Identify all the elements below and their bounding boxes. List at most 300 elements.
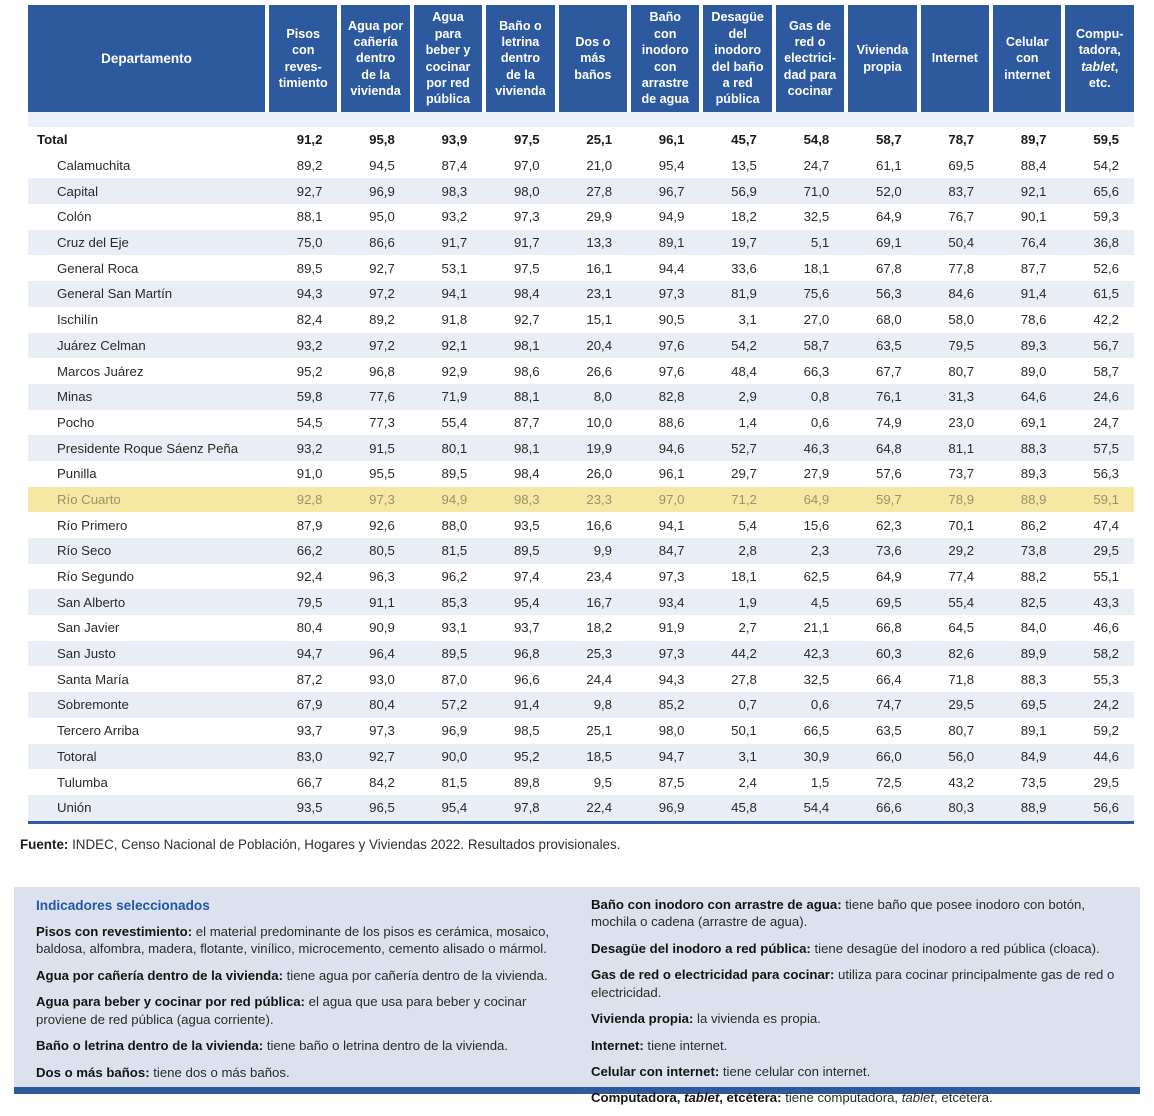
definition-item — [591, 1063, 1120, 1080]
value-cell: 86,6 — [369, 235, 395, 251]
value-cell: 21,0 — [586, 158, 613, 174]
value-cell: 25,3 — [586, 646, 613, 662]
definition-item — [591, 940, 1120, 957]
value-cell: 87,0 — [441, 671, 468, 687]
value-cell: 0,6 — [810, 414, 830, 430]
value-cell: 29,5 — [948, 697, 975, 713]
value-cell: 36,8 — [1093, 235, 1119, 251]
value-cell: 47,4 — [1093, 517, 1119, 533]
table-row — [28, 358, 1134, 384]
value-cell: 97,2 — [369, 286, 395, 302]
definition-item — [36, 993, 565, 1028]
value-cell: 89,5 — [441, 646, 468, 662]
value-cell: 56,3 — [875, 286, 902, 302]
table-row — [28, 410, 1134, 436]
value-cell: 1,9 — [738, 594, 757, 610]
table-row — [28, 666, 1134, 692]
column-header: Gas de red o electrici- dad para cocinar — [772, 5, 844, 112]
source-text: INDEC, Censo Nacional de Población, Hogares y Viviendas 2022. Resultados provisionales. — [68, 837, 621, 852]
value-cell: 16,7 — [586, 594, 613, 610]
value-cell: 0,8 — [810, 389, 830, 405]
value-cell: 18,2 — [586, 620, 613, 636]
indicators-columns — [36, 896, 1120, 1116]
value-cell: 22,4 — [586, 800, 613, 816]
value-cell: 54,5 — [296, 414, 323, 430]
value-cell: 93,2 — [441, 209, 468, 225]
value-cell: 89,8 — [513, 774, 540, 790]
value-cell: 61,1 — [875, 158, 902, 174]
value-cell: 92,7 — [369, 260, 395, 276]
value-cell: 3,1 — [738, 748, 757, 764]
value-cell: 95,4 — [513, 594, 540, 610]
value-cell: 97,8 — [513, 800, 540, 816]
value-cell: 95,4 — [441, 800, 468, 816]
value-cell: 98,5 — [513, 723, 540, 739]
value-cell: 93,0 — [369, 671, 395, 687]
value-cell: 55,4 — [948, 594, 975, 610]
column-header: Dos o más baños — [555, 5, 627, 112]
value-cell: 97,3 — [369, 491, 395, 507]
value-cell: 9,8 — [593, 697, 613, 713]
value-cell: 93,7 — [296, 723, 323, 739]
value-cell: 19,9 — [586, 440, 613, 456]
value-cell: 66,3 — [803, 363, 830, 379]
value-cell: 9,9 — [593, 543, 613, 559]
value-cell: 27,9 — [803, 466, 830, 482]
value-cell: 1,4 — [738, 414, 757, 430]
table-row — [28, 769, 1134, 795]
value-cell: 44,6 — [1093, 748, 1119, 764]
value-cell: 63,5 — [875, 723, 902, 739]
value-cell: 90,1 — [1020, 209, 1047, 225]
value-cell: 52,0 — [875, 183, 902, 199]
value-cell: 29,5 — [1093, 543, 1119, 559]
value-cell: 94,3 — [296, 286, 323, 302]
definition-text: la vivienda es propia. — [693, 1011, 821, 1027]
value-cell: 88,1 — [513, 389, 540, 405]
value-cell: 81,1 — [948, 440, 975, 456]
value-cell: 89,1 — [658, 235, 685, 251]
value-cell: 70,1 — [948, 517, 975, 533]
value-cell: 2,4 — [738, 774, 757, 790]
value-cell: 71,8 — [948, 671, 975, 687]
value-cell: 92,1 — [1020, 183, 1047, 199]
value-cell: 90,9 — [369, 620, 395, 636]
definition-item — [591, 966, 1120, 1001]
value-cell: 87,5 — [658, 774, 685, 790]
table-row — [28, 615, 1134, 641]
value-cell: 96,8 — [369, 363, 395, 379]
value-cell: 96,6 — [513, 671, 540, 687]
value-cell: 52,6 — [1093, 260, 1119, 276]
value-cell: 48,4 — [731, 363, 757, 379]
value-cell: 91,0 — [296, 466, 323, 482]
value-cell: 89,5 — [296, 260, 323, 276]
value-cell: 15,1 — [586, 312, 613, 328]
value-cell: 96,8 — [513, 646, 540, 662]
value-cell: 91,5 — [369, 440, 395, 456]
value-cell: 98,0 — [513, 183, 540, 199]
department-cell: Ischilín — [57, 312, 99, 328]
value-cell: 91,1 — [369, 594, 395, 610]
value-cell: 83,7 — [948, 183, 975, 199]
value-cell: 32,5 — [803, 671, 830, 687]
value-cell: 97,3 — [658, 646, 685, 662]
value-cell: 94,9 — [658, 209, 685, 225]
value-cell: 84,7 — [658, 543, 685, 559]
table-row — [28, 435, 1134, 461]
value-cell: 91,7 — [513, 235, 540, 251]
value-cell: 75,0 — [296, 235, 323, 251]
definition-text: tiene baño que posee inodoro con botón, mochila o cadena (arrastre de agua). — [591, 897, 1086, 930]
value-cell: 8,0 — [593, 389, 613, 405]
definition-item — [36, 1037, 565, 1054]
table-row — [28, 307, 1134, 333]
value-cell: 77,8 — [948, 260, 975, 276]
value-cell: 91,9 — [658, 620, 685, 636]
definition-item — [36, 1064, 565, 1081]
value-cell: 96,2 — [441, 569, 468, 585]
table-row — [28, 333, 1134, 359]
value-cell: 69,5 — [1020, 697, 1047, 713]
column-header: Agua por cañería dentro de la vivienda — [337, 5, 409, 112]
value-cell: 59,2 — [1093, 723, 1119, 739]
value-cell: 78,6 — [1020, 312, 1047, 328]
value-cell: 97,3 — [513, 209, 540, 225]
value-cell: 97,3 — [369, 723, 395, 739]
value-cell: 83,0 — [296, 748, 323, 764]
value-cell: 27,0 — [803, 312, 830, 328]
value-cell: 1,5 — [810, 774, 830, 790]
value-cell: 96,9 — [441, 723, 468, 739]
department-cell: General San Martín — [57, 286, 173, 302]
value-cell: 97,3 — [658, 286, 685, 302]
value-cell: 96,3 — [369, 569, 395, 585]
value-cell: 93,5 — [513, 517, 540, 533]
value-cell: 3,1 — [738, 312, 757, 328]
value-cell: 96,4 — [369, 646, 395, 662]
value-cell: 98,0 — [658, 723, 685, 739]
table-header-row — [28, 5, 1134, 112]
value-cell: 59,5 — [1093, 132, 1119, 148]
value-cell: 29,5 — [1093, 774, 1119, 790]
value-cell: 93,9 — [441, 132, 468, 148]
value-cell: 95,8 — [369, 132, 395, 148]
value-cell: 89,3 — [1020, 337, 1047, 353]
table-row — [28, 461, 1134, 487]
column-header: Baño con inodoro con arrastre de agua — [627, 5, 699, 112]
value-cell: 58,7 — [875, 132, 902, 148]
value-cell: 24,7 — [803, 158, 830, 174]
department-cell: Tulumba — [57, 774, 108, 790]
value-cell: 94,5 — [369, 158, 395, 174]
value-cell: 88,3 — [1020, 671, 1047, 687]
department-cell: Presidente Roque Sáenz Peña — [57, 440, 239, 456]
column-header-departamento: Departamento — [28, 5, 265, 112]
value-cell: 54,2 — [1093, 158, 1119, 174]
department-cell: Río Cuarto — [57, 491, 121, 507]
value-cell: 82,4 — [296, 312, 323, 328]
value-cell: 97,5 — [513, 132, 540, 148]
department-cell: Capital — [57, 183, 99, 199]
value-cell: 55,1 — [1093, 569, 1119, 585]
value-cell: 96,9 — [369, 183, 395, 199]
department-cell: Unión — [57, 800, 92, 816]
value-cell: 56,7 — [1093, 337, 1119, 353]
value-cell: 62,5 — [803, 569, 830, 585]
value-cell: 97,6 — [658, 363, 685, 379]
value-cell: 46,3 — [803, 440, 830, 456]
value-cell: 94,1 — [441, 286, 468, 302]
value-cell: 98,1 — [513, 337, 540, 353]
value-cell: 57,6 — [875, 466, 902, 482]
header-gap-strip — [28, 112, 1134, 127]
department-cell: Río Seco — [57, 543, 112, 559]
value-cell: 24,6 — [1093, 389, 1119, 405]
column-header: Celular con internet — [989, 5, 1061, 112]
value-cell: 53,1 — [441, 260, 468, 276]
value-cell: 89,5 — [441, 466, 468, 482]
value-cell: 95,2 — [513, 748, 540, 764]
value-cell: 10,0 — [586, 414, 613, 430]
value-cell: 94,3 — [658, 671, 685, 687]
definition-item — [36, 967, 565, 984]
value-cell: 20,4 — [586, 337, 613, 353]
value-cell: 2,9 — [738, 389, 757, 405]
value-cell: 54,4 — [803, 800, 830, 816]
value-cell: 72,5 — [875, 774, 902, 790]
value-cell: 97,5 — [513, 260, 540, 276]
value-cell: 69,5 — [875, 594, 902, 610]
table-row — [28, 512, 1134, 538]
value-cell: 32,5 — [803, 209, 830, 225]
table-row — [28, 564, 1134, 590]
value-cell: 66,7 — [296, 774, 323, 790]
definition-text: tiene celular con internet. — [719, 1063, 871, 1079]
value-cell: 92,7 — [369, 748, 395, 764]
value-cell: 66,6 — [875, 800, 902, 816]
value-cell: 16,1 — [586, 260, 613, 276]
definition-text: tiene agua por cañería dentro de la vivienda. — [282, 967, 548, 983]
value-cell: 43,2 — [948, 774, 975, 790]
value-cell: 57,2 — [441, 697, 468, 713]
value-cell: 26,0 — [586, 466, 613, 482]
table-row — [28, 281, 1134, 307]
value-cell: 97,0 — [513, 158, 540, 174]
value-cell: 78,7 — [948, 132, 975, 148]
value-cell: 62,3 — [875, 517, 902, 533]
value-cell: 9,5 — [593, 774, 613, 790]
definition-term: Computadora, tablet, etcétera: — [591, 1090, 782, 1106]
value-cell: 61,5 — [1093, 286, 1119, 302]
value-cell: 56,0 — [948, 748, 975, 764]
table-row — [28, 384, 1134, 410]
department-cell: Calamuchita — [57, 158, 131, 174]
value-cell: 29,9 — [586, 209, 613, 225]
value-cell: 25,1 — [586, 132, 613, 148]
value-cell: 18,2 — [731, 209, 757, 225]
value-cell: 27,8 — [731, 671, 757, 687]
value-cell: 23,3 — [586, 491, 613, 507]
definition-text: tiene baño o letrina dentro de la vivienda. — [263, 1038, 509, 1054]
value-cell: 52,7 — [731, 440, 757, 456]
value-cell: 88,0 — [441, 517, 468, 533]
department-cell: Río Segundo — [57, 569, 134, 585]
definition-term: Agua para beber y cocinar por red pública: — [36, 994, 305, 1010]
value-cell: 76,4 — [1020, 235, 1047, 251]
value-cell: 69,1 — [1020, 414, 1047, 430]
column-header: Desagüe del inodoro del baño a red pública — [699, 5, 771, 112]
value-cell: 66,2 — [296, 543, 323, 559]
definition-term: Gas de red o electricidad para cocinar: — [591, 967, 835, 983]
department-cell: Pocho — [57, 414, 95, 430]
column-header: Baño o letrina dentro de la vivienda — [482, 5, 554, 112]
value-cell: 94,6 — [658, 440, 685, 456]
value-cell: 91,2 — [296, 132, 323, 148]
indicators-right-column — [591, 872, 1120, 1116]
value-cell: 88,1 — [296, 209, 323, 225]
value-cell: 92,7 — [296, 183, 323, 199]
value-cell: 96,5 — [369, 800, 395, 816]
column-header: Vivienda propia — [844, 5, 916, 112]
value-cell: 93,5 — [296, 800, 323, 816]
value-cell: 97,6 — [658, 337, 685, 353]
value-cell: 46,6 — [1093, 620, 1119, 636]
definition-item — [591, 1089, 1120, 1106]
value-cell: 92,1 — [441, 337, 468, 353]
value-cell: 86,2 — [1020, 517, 1047, 533]
value-cell: 94,7 — [658, 748, 685, 764]
value-cell: 87,9 — [296, 517, 323, 533]
value-cell: 58,7 — [1093, 363, 1119, 379]
value-cell: 88,2 — [1020, 569, 1047, 585]
value-cell: 98,1 — [513, 440, 540, 456]
value-cell: 59,3 — [1093, 209, 1119, 225]
value-cell: 67,8 — [875, 260, 902, 276]
value-cell: 97,4 — [513, 569, 540, 585]
value-cell: 96,9 — [658, 800, 685, 816]
indicators-left-column — [36, 896, 565, 1116]
value-cell: 45,8 — [731, 800, 757, 816]
value-cell: 98,4 — [513, 286, 540, 302]
value-cell: 23,4 — [586, 569, 613, 585]
value-cell: 66,4 — [875, 671, 902, 687]
value-cell: 69,5 — [948, 158, 975, 174]
value-cell: 97,0 — [658, 491, 685, 507]
department-cell: General Roca — [57, 260, 139, 276]
value-cell: 59,1 — [1093, 491, 1119, 507]
value-cell: 44,2 — [731, 646, 757, 662]
definition-term: Baño con inodoro con arrastre de agua: — [591, 897, 842, 912]
value-cell: 95,2 — [296, 363, 323, 379]
value-cell: 65,6 — [1093, 183, 1119, 199]
departments-table — [28, 5, 1134, 821]
value-cell: 2,3 — [810, 543, 830, 559]
value-cell: 96,1 — [658, 132, 685, 148]
table-row — [28, 538, 1134, 564]
value-cell: 68,0 — [875, 312, 902, 328]
value-cell: 94,1 — [658, 517, 685, 533]
value-cell: 4,5 — [810, 594, 830, 610]
table-row — [28, 204, 1134, 230]
definition-term: Agua por cañería dentro de la vivienda: — [36, 967, 283, 983]
definition-text: tiene dos o más baños. — [149, 1064, 290, 1080]
value-cell: 2,8 — [738, 543, 757, 559]
definition-term: Pisos con revestimiento: — [36, 924, 193, 939]
value-cell: 18,1 — [803, 260, 830, 276]
value-cell: 24,2 — [1093, 697, 1119, 713]
column-header: Pisos con reves- timiento — [265, 5, 337, 112]
value-cell: 18,5 — [586, 748, 613, 764]
department-cell: Santa María — [57, 671, 129, 687]
value-cell: 80,5 — [369, 543, 395, 559]
value-cell: 73,7 — [948, 466, 975, 482]
value-cell: 80,1 — [441, 440, 468, 456]
value-cell: 30,9 — [803, 748, 830, 764]
value-cell: 94,9 — [441, 491, 468, 507]
value-cell: 66,0 — [875, 748, 902, 764]
value-cell: 95,0 — [369, 209, 395, 225]
value-cell: 80,4 — [369, 697, 395, 713]
value-cell: 5,4 — [738, 517, 757, 533]
value-cell: 89,2 — [369, 312, 395, 328]
value-cell: 56,6 — [1093, 800, 1119, 816]
department-cell: Minas — [57, 389, 93, 405]
definition-text: tiene computadora, tablet, etcétera. — [781, 1090, 993, 1106]
department-cell: Juárez Celman — [57, 337, 146, 353]
definition-term: Celular con internet: — [591, 1063, 720, 1079]
definition-term: Vivienda propia: — [591, 1011, 694, 1027]
value-cell: 89,2 — [296, 158, 323, 174]
definition-text: tiene desagüe del inodoro a red pública (cloaca). — [810, 940, 1100, 956]
value-cell: 60,3 — [875, 646, 902, 662]
value-cell: 13,5 — [731, 158, 757, 174]
table-row — [28, 589, 1134, 615]
value-cell: 96,7 — [658, 183, 685, 199]
value-cell: 67,9 — [296, 697, 323, 713]
value-cell: 84,9 — [1020, 748, 1047, 764]
value-cell: 81,9 — [731, 286, 757, 302]
table-row — [28, 178, 1134, 204]
value-cell: 96,1 — [658, 466, 685, 482]
value-cell: 55,3 — [1093, 671, 1119, 687]
value-cell: 27,8 — [586, 183, 613, 199]
source-note — [20, 837, 620, 852]
table-row — [28, 718, 1134, 744]
value-cell: 24,4 — [586, 671, 613, 687]
value-cell: 64,9 — [803, 491, 830, 507]
value-cell: 89,5 — [513, 543, 540, 559]
department-cell: Tercero Arriba — [57, 723, 140, 739]
table-row — [28, 795, 1134, 821]
census-table — [28, 5, 1134, 824]
department-cell: Cruz del Eje — [57, 235, 129, 251]
value-cell: 58,0 — [948, 312, 975, 328]
value-cell: 58,2 — [1093, 646, 1119, 662]
value-cell: 13,3 — [586, 235, 613, 251]
value-cell: 18,1 — [731, 569, 757, 585]
value-cell: 19,7 — [731, 235, 757, 251]
value-cell: 56,3 — [1093, 466, 1119, 482]
source-label: Fuente: — [20, 837, 69, 852]
value-cell: 88,3 — [1020, 440, 1047, 456]
column-header: Compu- tadora, tablet, etc. — [1061, 5, 1134, 112]
value-cell: 66,5 — [803, 723, 830, 739]
value-cell: 55,4 — [441, 414, 468, 430]
value-cell: 89,1 — [1020, 723, 1047, 739]
value-cell: 98,3 — [513, 491, 540, 507]
value-cell: 45,7 — [731, 132, 757, 148]
